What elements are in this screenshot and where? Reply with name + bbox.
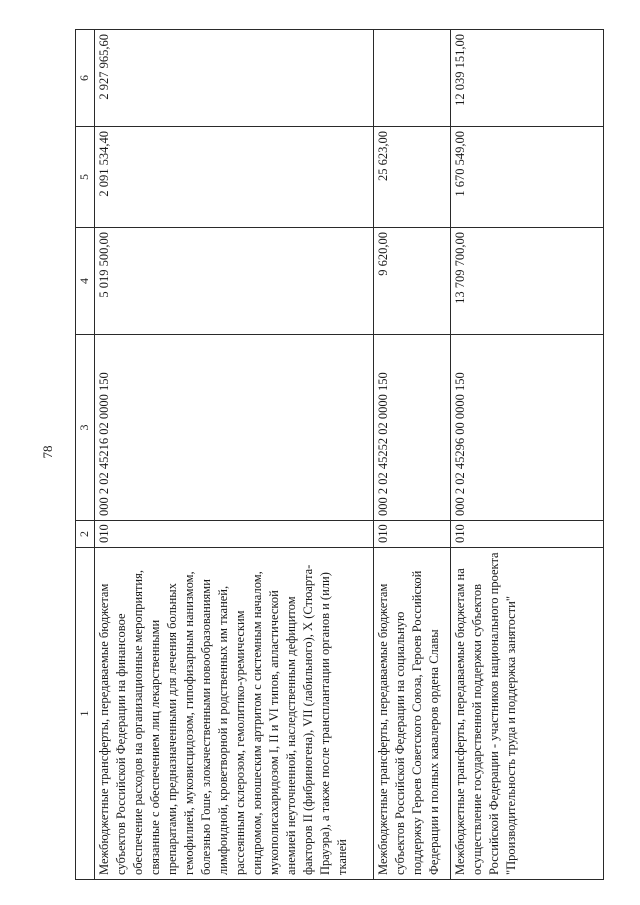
row-col4: 13 709 700,00: [451, 228, 604, 335]
row-kbk: 000 2 02 45296 00 0000 150: [451, 335, 604, 521]
header-col-6: 6: [76, 30, 95, 127]
row-code: 010: [374, 521, 451, 548]
header-col-2: 2: [76, 521, 95, 548]
row-name: Межбюджетные трансферты, передаваемые бюджетам субъектов Российской Федерации на финансовое обеспечение расходов на организационные мероприятия, связанные с обеспечением лиц лекарственными препаратами, предназначенными для лечения больных гемофилией, муковисцидозом, гипофизарным нанизмом, болезнью Гоше, злокачественными новообразованиями лимфоидной, кроветворной и родственных им тканей, рассеянным склерозом, гемолитико-уремическим синдромом, юношеским артритом с системным началом, мукополисахаридозом I, II и VI типов, апластической анемией неуточненной, наследственным дефицитом факторов II (фибриногена), VII (лабильного), X (Стюарта-Прауэра), а также после трансплантации органов и (или) тканей: [95, 548, 374, 880]
header-row: [76, 30, 95, 880]
header-col-1: 1: [76, 548, 95, 880]
row-kbk: 000 2 02 45252 02 0000 150: [374, 335, 451, 521]
row-col6: [374, 30, 451, 127]
page-number: 78: [40, 445, 55, 459]
budget-table: [75, 29, 604, 880]
row-code: 010: [95, 521, 374, 548]
row-kbk: 000 2 02 45216 02 0000 150: [95, 335, 374, 521]
table-row: [374, 30, 451, 880]
row-col4: 9 620,00: [374, 228, 451, 335]
table-row: [95, 30, 374, 880]
row-col6: 2 927 965,60: [95, 30, 374, 127]
header-col-5: 5: [76, 127, 95, 228]
row-name: Межбюджетные трансферты, передаваемые бюджетам на осуществление государственной поддержки субъектов Российской Федерации - участников национального проекта "Производительность труда и поддержка занятости": [451, 548, 604, 880]
row-col5: 2 091 534,40: [95, 127, 374, 228]
row-code: 010: [451, 521, 604, 548]
row-col6: 12 039 151,00: [451, 30, 604, 127]
row-col5: 25 623,00: [374, 127, 451, 228]
rotated-table-container: [75, 30, 635, 880]
row-name: Межбюджетные трансферты, передаваемые бюджетам субъектов Российской Федерации на социальную поддержку Героев Советского Союза, Героев Российской Федерации и полных кавалеров ордена Славы: [374, 548, 451, 880]
header-col-4: 4: [76, 228, 95, 335]
row-col5: 1 670 549,00: [451, 127, 604, 228]
table-row: [451, 30, 604, 880]
row-col4: 5 019 500,00: [95, 228, 374, 335]
header-col-3: 3: [76, 335, 95, 521]
